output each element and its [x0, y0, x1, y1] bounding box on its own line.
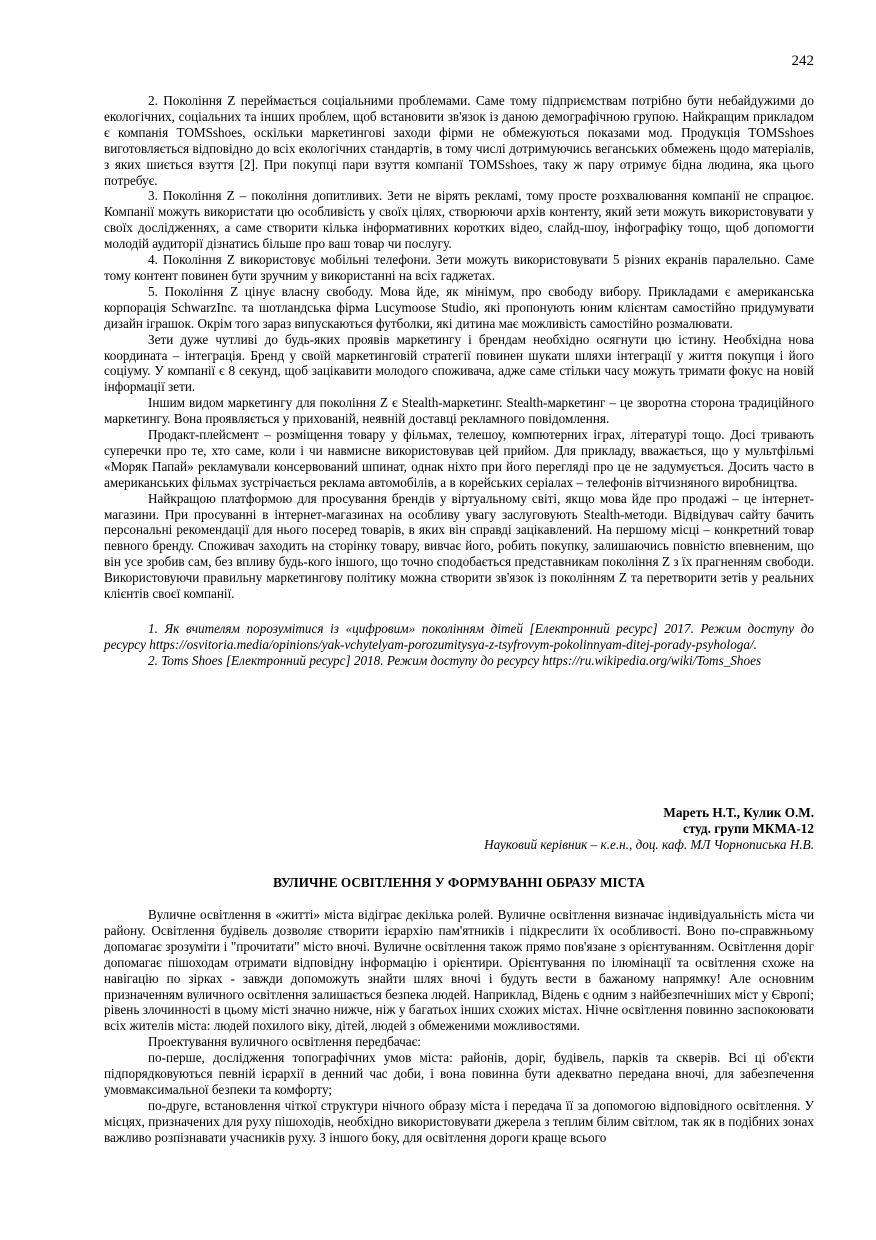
author-names: Мареть Н.Т., Кулик О.М.	[663, 805, 814, 820]
paragraph: по-друге, встановлення чіткої структури нічного образу міста і передача її за допомогою відповідного освітлення. У місцях, призначених для руху пішоходів, необхідно використовувати джерела з теплим білим світлом, так як в подібних зонах важливо розпізнавати учасників руху. З іншого боку, для освітлення дороги краще всього	[104, 1097, 814, 1145]
second-article-body	[104, 907, 814, 1146]
paragraph: Продакт-плейсмент – розміщення товару у фільмах, телешоу, компютерних іграх, літературі тощо. Досі тривають суперечки про те, хто саме, коли і чи навмисне використовував цей прийом. Для прикладу, вважається, що у мультфільмі «Моряк Папай» рекламували консервований шпинат, однак ніхто при його перегляді про це не задумується. Досить часто в американських фільмах зустрічається реклама автомобілів, а в корейських серіалах – телефонів вітчизняного виробництва.	[104, 427, 814, 490]
article-title: ВУЛИЧНЕ ОСВІТЛЕННЯ У ФОРМУВАННІ ОБРАЗУ МІСТА	[273, 875, 645, 890]
paragraph: Іншим видом маркетингу для покоління Z є Stealth-маркетинг. Stealth-маркетинг – це зворотна сторона традиційного маркетингу. Вона проявляється у прихованій, неявній доставці рекламного повідомлення.	[104, 395, 814, 427]
reference-item: 2. Toms Shoes [Електронний ресурс] 2018. Режим доступу до ресурсу https://ru.wikipedia.org/wiki/Toms_Shoes	[148, 652, 762, 668]
scientific-advisor: Науковий керівник – к.е.н., доц. каф. МЛ Чорнописька Н.В.	[484, 836, 814, 852]
author-block	[484, 805, 814, 853]
article-body	[104, 93, 814, 669]
reference-list	[104, 621, 814, 669]
author-group: студ. групи МКМА-12	[683, 820, 814, 836]
paragraph: по-перше, дослідження топографічних умов міста: районів, доріг, будівель, парків та скверів. Всі ці об'єкти підпорядковуються певній ієрархії в денний час доби, і вона повинна бути адекватно передана вночі, для забезпечення умовмаксимальної безпеки та комфорту;	[104, 1050, 814, 1097]
reference-item: 1. Як вчителям порозумітися із «цифровим» поколінням дітей [Електронний ресурс] 2017. Режим доступу до ресурсу https://osvitoria.media/opinions/yak-vchytelyam-porozumitysya-z-tsyfrovym-pokolinnyam-ditej-porady-psyhologa/.	[104, 621, 814, 652]
paragraph: Найкращою платформою для просування брендів у віртуальному світі, якщо мова йде про продажі – це інтернет-магазини. При просуванні в інтернет-магазинах на особливу увагу заслуговують Stealth-методи. Відвідувач сайту бачить персональні рекомендації для нього посеред товарів, в яких він справді зацікавлений. На першому місці – конкретний товар певного бренду. Споживач заходить на сторінку товару, вивчає його, робить покупку, залишаючись повністю впевненим, що він усе зробив сам, без впливу будь-кого іншого, що точно сподобається представникам покоління Z з їх прагненням свободи. Використовуючи правильну маркетингову політику можна створити зв'язок із поколінням Z та перетворити зетів у реальних клієнтів своєї компанії.	[104, 490, 815, 602]
paragraph: Вуличне освітлення в «житті» міста відіграє декілька ролей. Вуличне освітлення визначає індивідуальність міста чи району. Освітлення будівель дозволяє створити ієрархію пам'ятників і підкреслити їх особливості. Воно по-справжньому допомагає зрозуміти і "прочитати" місто вночі. Вуличне освітлення також прямо пов'язане з орієнтуванням. Освітлення доріг допомагає пішоходам отримати відповідну інформацію і орієнтири. Орієнтування по ілюмінації та освітлення схоже на навігацію по зірках - завжди допоможуть знайти шлях вночі і будуть вести в бажаному напрямку! Але основним призначенням вуличного освітлення залишається безпека людей. Наприклад, Відень є одним з найбезпечніших міст у Європі; рівень злочинності в цьому місті значно нижче, ніж у багатьох інших схожих містах. Нічне освітлення повинно заспокоювати всіх жителів міста: людей похилого віку, дітей, людей з обмеженими можливостями.	[104, 907, 814, 1034]
paragraph: 3. Покоління Z – покоління допитливих. Зети не вірять рекламі, тому просте розхвалювання компанії не спрацює. Компанії можуть використати цю особливість у своїх цілях, створюючи архів контенту, який зети можуть використовувати у своїх дослідженнях, а саме створити кілька інформативних коротких відео, слайд-шоу, інфографіку тощо, щоб допомогти молодій аудиторії дізнатись більше про ваш товар чи послугу.	[104, 188, 814, 252]
paragraph: 5. Покоління Z цінує власну свободу. Мова йде, як мінімум, про свободу вибору. Прикладами є американська корпорація SchwarzInc. та шотландська фірма Lucymoose Studio, які пропонують юним клієнтам самостійно придумувати дизайн іграшок. Окрім того зараз випускаються футболки, які дитина має можливість самостійно розмалювати.	[104, 283, 814, 331]
paragraph: 4. Покоління Z використовує мобільні телефони. Зети можуть використовувати 5 різних екранів паралельно. Саме тому контент повинен бути зручним у використанні на всіх гаджетах.	[104, 252, 814, 283]
page-number: 242	[791, 53, 814, 69]
paragraph: 2. Покоління Z переймається соціальними проблемами. Саме тому підприємствам потрібно бути небайдужими до екологічних, соціальних та інших проблем, щоб встановити зв'язок із даною демографічною групою. Найкращим прикладом є компанія TOMSshoes, оскільки маркетингові заходи фірми не обмежуються показами мод. Продукція TOMSshoes виготовляється відповідно до всіх екологічних стандартів, в тому числі дотримуючись веганських обмежень щодо матеріалів, з яких шиється взуття [2]. При покупці пари взуття компанії TOMSshoes, таку ж пару отримує бідна людина, яка цього потребує.	[104, 93, 814, 188]
paragraph: Проектування вуличного освітлення передбачає:	[148, 1034, 421, 1050]
paragraph: Зети дуже чутливі до будь-яких проявів маркетингу і брендам необхідно осягнути цю істину. Необхідна нова координата – інтеграція. Бренд у своїй маркетинговій стратегії повинен шукати шляхи інтеграції у життя покупця і його соціуму. У компанії є 8 секунд, щоб зацікавити молодого споживача, адже саме стільки часу можуть тримати фокус на новій інформації зети.	[104, 331, 814, 395]
